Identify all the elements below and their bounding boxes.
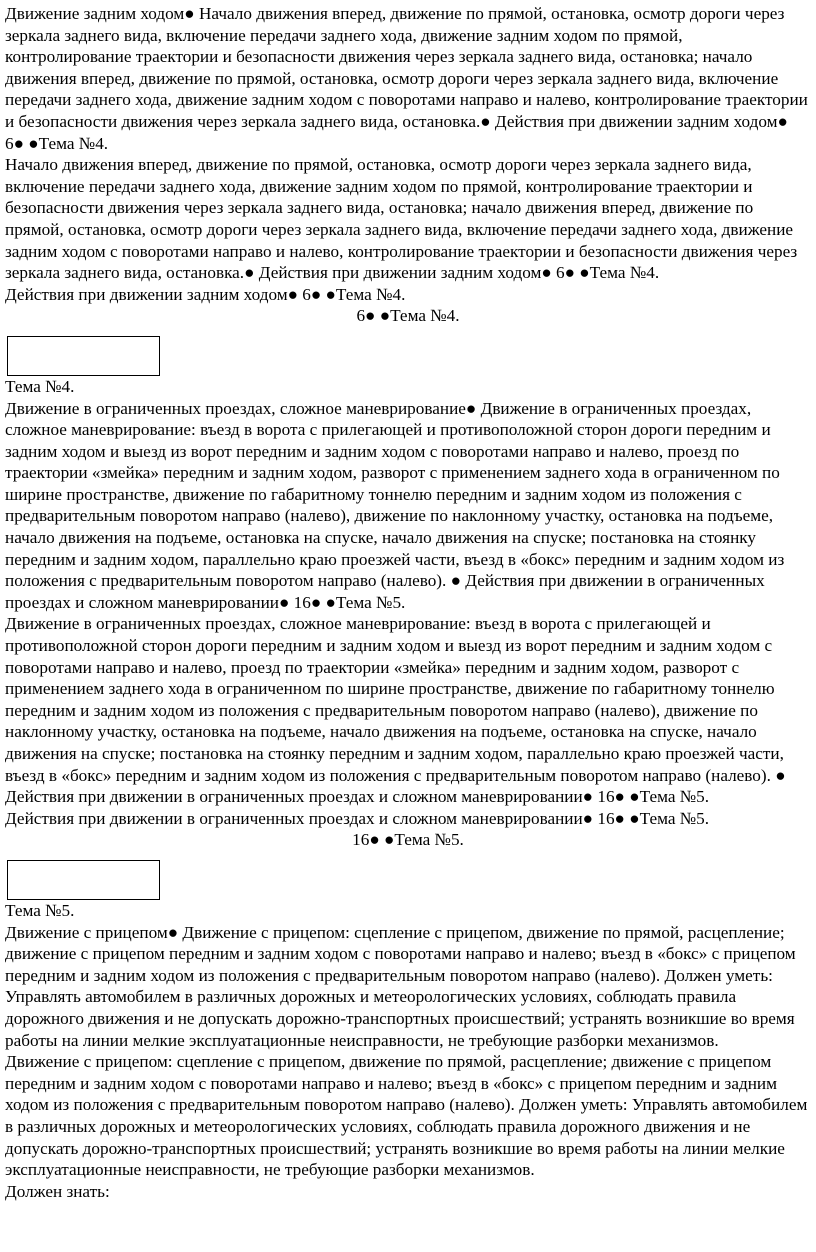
paragraph-reverse-actions: Действия при движении задним ходом● 6● ●Тема №4. (5, 284, 406, 304)
topic-5-title: Тема №5. (5, 900, 75, 920)
document-page (5, 3, 811, 1202)
paragraph-trailer-heading: Движение с прицепом● Движение с прицепом: сцепление с прицепом, движение по прямой, расцепление; движение с прицепом передним и задним ходом с поворотами направо и налево; въезд в «бокс» с прицепом передним и задним ходом из положения с предварительным поворотом направо (налево). Должен уметь: Управлять автомобилем в различных дорожных и метеорологических условиях, соблюдать правила дорожного движения и не допускать дорожно-транспортных происшествий; устранять возникшие во время работы на линии мелкие эксплуатационные неисправности, не требующие разборки механизмов. (5, 922, 796, 1050)
paragraph-reverse-driving: Начало движения вперед, движение по прямой, остановка, осмотр дороги через зеркала заднего вида, включение передачи заднего хода, движение задним ходом по прямой, контролирование траектории и безопасности движения через зеркала заднего вида, остановка; начало движения вперед, движение по прямой, остановка, осмотр дороги через зеркала заднего вида, включение передачи заднего хода, движение задним ходом с поворотами направо и налево, контролирование траектории и безопасности движения через зеркала заднего вида, остановка.● Действия при движении задним ходом● 6● ●Тема №4. (5, 155, 798, 283)
must-know-label: Должен знать: (5, 1181, 110, 1201)
topic-4-title: Тема №4. (5, 376, 75, 396)
empty-box (7, 336, 160, 376)
paragraph-confined: Движение в ограниченных проездах, сложное маневрирование: въезд в ворота с прилегающей и противоположной сторон дороги передним и задним ходом и выезд из ворот передним и задним ходом с поворотами направо и налево, проезд по траектории «змейка» передним и задним ходом, разворот с применением заднего хода в ограниченном по ширине пространстве, движение по габаритному тоннелю передним и задним ходом из положения с предварительным поворотом направо (налево), движение по наклонному участку, остановка на подъеме, начало движения на подъеме, остановка на спуске, начало движения на спуске; постановка на стоянку передним и задним ходом, параллельно краю проезжей части, въезд в «бокс» передним и задним ходом из положения с предварительным поворотом направо (налево). ● Действия при движении в ограниченных проездах и сложном маневрировании● 16● ●Тема №5. (5, 614, 786, 807)
paragraph-confined-actions: Действия при движении в ограниченных проездах и сложном маневрировании● 16● ●Тема №5. (5, 808, 710, 828)
paragraph-confined-heading: Движение в ограниченных проездах, сложное маневрирование● Движение в ограниченных проездах, сложное маневрирование: въезд в ворота с прилегающей и противоположной сторон дороги передним и задним ходом и выезд из ворот передним и задним ходом с поворотами направо и налево, проезд по траектории «змейка» передним и задним ходом, разворот с применением заднего хода в ограниченном по ширине пространстве, движение по габаритному тоннелю передним и задним ходом из положения с предварительным поворотом направо (налево), движение по наклонному участку, остановка на подъеме, начало движения на подъеме, остановка на спуске, начало движения на спуске; постановка на стоянку передним и задним ходом, параллельно краю проезжей части, въезд в «бокс» передним и задним ходом из положения с предварительным поворотом направо (налево). ● Действия при движении в ограниченных проездах и сложном маневрировании● 16● ●Тема №5. (5, 398, 785, 612)
empty-box (7, 860, 160, 900)
paragraph-topic-5-ref: 16● ●Тема №5. (352, 830, 464, 850)
paragraph-topic-4-ref: 6● ●Тема №4. (356, 306, 460, 326)
paragraph-reverse-driving-heading: Движение задним ходом● Начало движения вперед, движение по прямой, остановка, осмотр дороги через зеркала заднего вида, включение передачи заднего хода, движение задним ходом по прямой, контролирование траектории и безопасности движения через зеркала заднего вида, остановка; начало движения вперед, движение по прямой, остановка, осмотр дороги через зеркала заднего вида, включение передачи заднего хода, движение задним ходом с поворотами направо и налево, контролирование траектории и безопасности движения через зеркала заднего вида, остановка.● Действия при движении задним ходом● 6● ●Тема №4. (5, 4, 808, 153)
paragraph-trailer: Движение с прицепом: сцепление с прицепом, движение по прямой, расцепление; движение с прицепом передним и задним ходом с поворотами направо и налево; въезд в «бокс» с прицепом передним и задним ходом из положения с предварительным поворотом направо (налево). Должен уметь: Управлять автомобилем в различных дорожных и метеорологических условиях, соблюдать правила дорожного движения и не допускать дорожно-транспортных происшествий; устранять возникшие во время работы на линии мелкие эксплуатационные неисправности, не требующие разборки механизмов. (5, 1052, 808, 1180)
